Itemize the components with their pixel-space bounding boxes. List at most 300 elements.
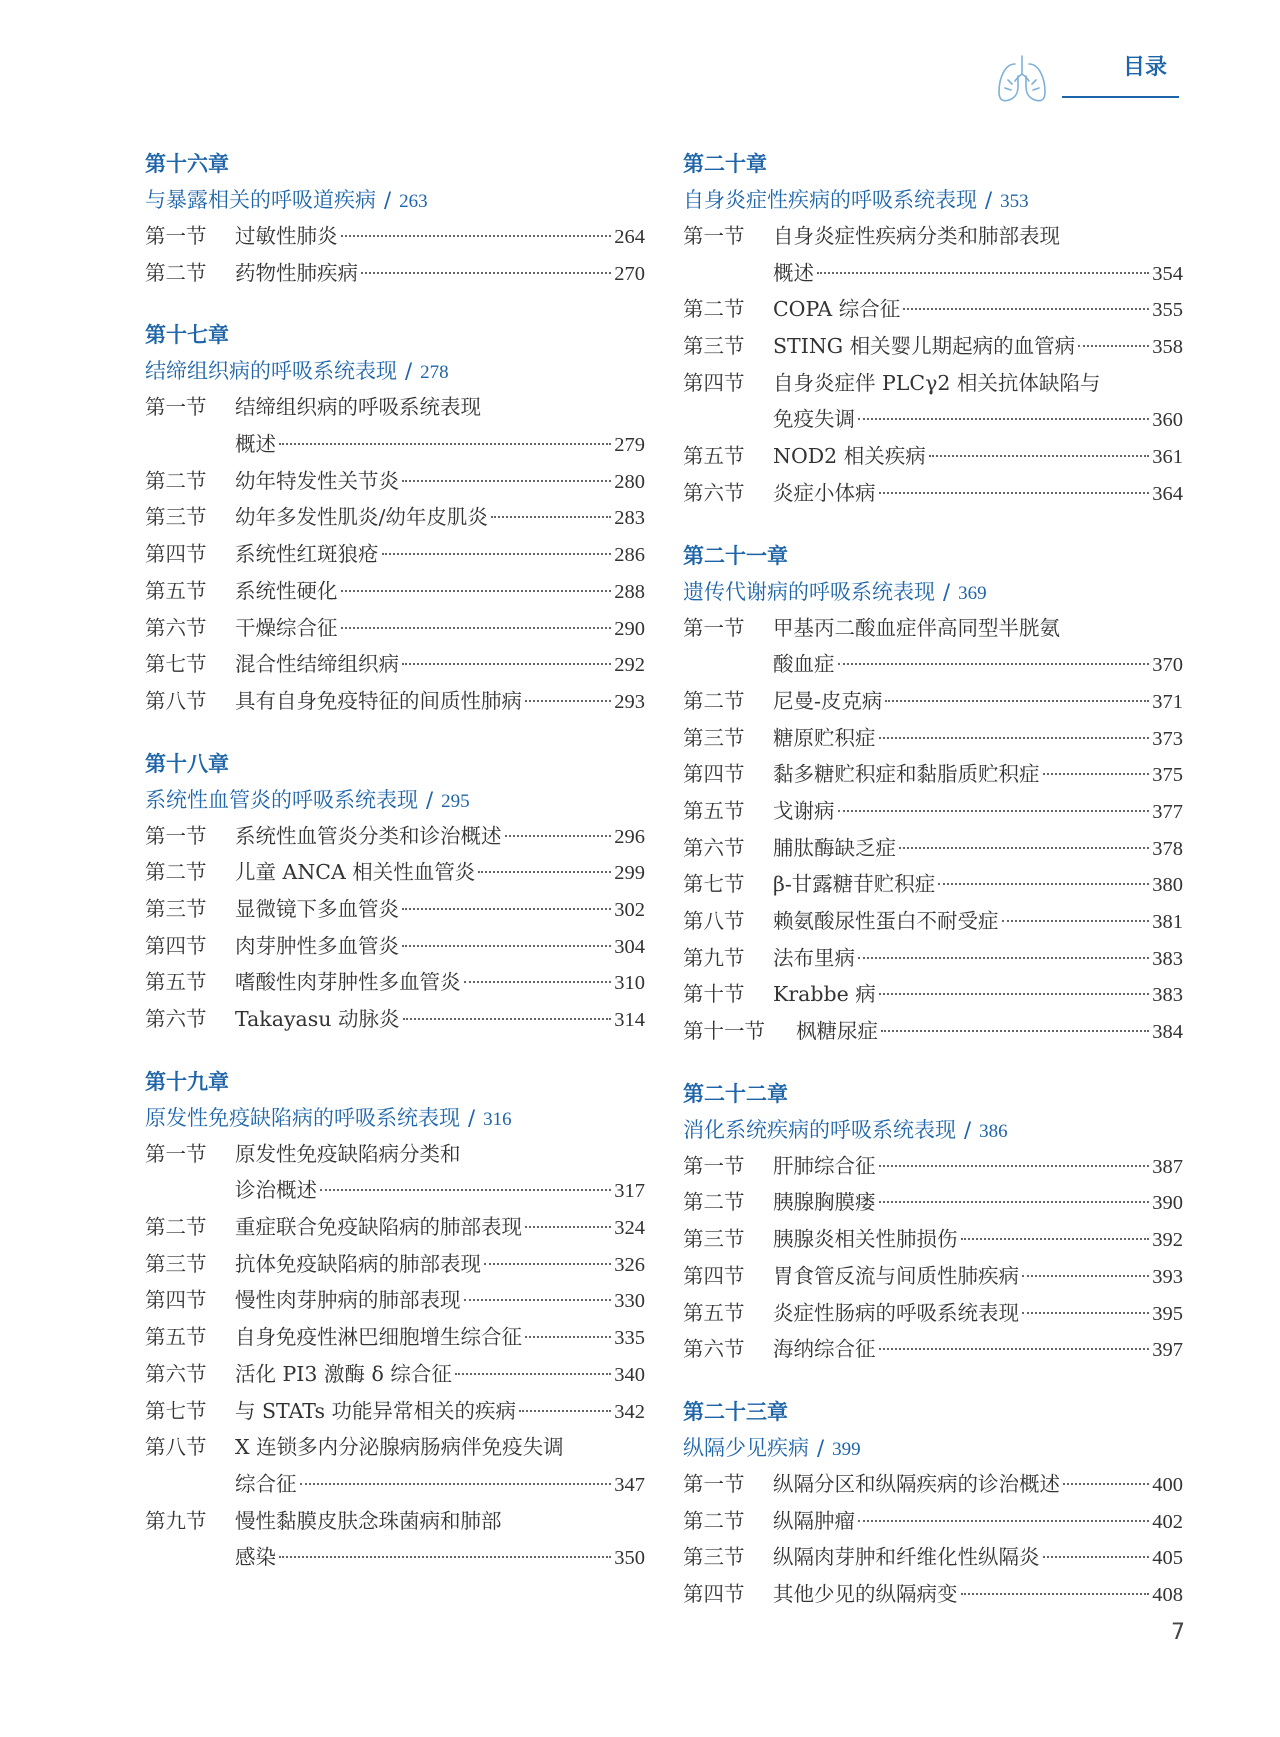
section-number: 第二节 (683, 1508, 745, 1533)
section-page: 370 (1152, 654, 1183, 677)
chapter-title-text: 消化系统疾病的呼吸系统表现 (683, 1117, 956, 1142)
toc-entry[interactable] (145, 389, 645, 426)
toc-column-right (683, 146, 1183, 1639)
section-title: 过敏性肺炎 (235, 224, 338, 248)
dot-leader (402, 908, 611, 910)
section-page: 381 (1152, 911, 1183, 933)
section-title: 儿童 ANCA 相关性血管炎 (235, 860, 476, 885)
section-number: 第一节 (145, 1141, 207, 1166)
section-title: 幼年多发性肌炎/幼年皮肌炎 (235, 505, 488, 530)
section-title: 糖原贮积症 (773, 725, 876, 750)
toc-entry-continuation[interactable] (145, 1466, 645, 1503)
toc-entry-continuation[interactable] (683, 646, 1183, 683)
section-page: 384 (1152, 1021, 1183, 1044)
section-number: 第二节 (145, 1215, 207, 1240)
section-title: 慢性黏膜皮肤念珠菌病和肺部 (235, 1508, 502, 1533)
toc-entry[interactable] (683, 218, 1183, 255)
dot-leader (478, 871, 611, 873)
section-page: 290 (614, 617, 645, 640)
section-number: 第十一节 (683, 1019, 765, 1044)
section-title: 肉芽肿性多血管炎 (235, 933, 399, 958)
chapter-title-text: 原发性免疫缺陷病的呼吸系统表现 (145, 1105, 460, 1130)
dot-leader (455, 1373, 611, 1375)
section-title-continued: 概述 (235, 432, 276, 457)
toc-entry[interactable] (145, 854, 645, 891)
chapter-title-link[interactable] (145, 182, 645, 218)
toc-entry[interactable] (145, 891, 645, 928)
toc-entry[interactable] (683, 1539, 1183, 1576)
section-page: 364 (1152, 482, 1183, 505)
section-page: 405 (1152, 1547, 1183, 1570)
toc-entry[interactable] (145, 1429, 645, 1466)
section-page: 358 (1152, 336, 1183, 359)
dot-leader (525, 700, 611, 702)
toc-entry[interactable] (683, 793, 1183, 830)
dot-leader (484, 1263, 611, 1265)
section-page: 392 (1152, 1229, 1183, 1252)
section-title: 纵隔分区和纵隔疾病的诊治概述 (773, 1471, 1060, 1496)
dot-leader (1078, 345, 1149, 347)
dot-leader (300, 1483, 612, 1485)
toc-entry[interactable] (683, 1148, 1183, 1185)
section-number: 第六节 (145, 1361, 207, 1386)
section-page: 296 (614, 825, 645, 848)
section-title: β-甘露糖苷贮积症 (773, 872, 936, 897)
toc-entry[interactable] (683, 328, 1183, 365)
toc-entry[interactable] (683, 1295, 1183, 1332)
dot-leader (491, 516, 611, 518)
section-title: 赖氨酸尿性蛋白不耐受症 (773, 909, 999, 933)
section-number: 第一节 (145, 823, 207, 848)
chapter-block (683, 146, 1183, 512)
section-number: 第三节 (683, 725, 745, 750)
header-rule (1062, 96, 1179, 98)
toc-entry-continuation[interactable] (145, 1172, 645, 1209)
section-title: 胰腺炎相关性肺损伤 (773, 1227, 958, 1252)
section-page: 270 (614, 262, 645, 285)
section-title: Takayasu 动脉炎 (235, 1007, 400, 1031)
chapter-number: 第二十二章 (683, 1081, 788, 1106)
toc-entry[interactable] (683, 1503, 1183, 1540)
section-number: 第四节 (683, 1581, 745, 1606)
chapter-page: 263 (399, 191, 428, 212)
dot-leader (858, 957, 1149, 959)
chapter-title-link[interactable] (683, 182, 1183, 218)
section-page: 314 (614, 1009, 645, 1031)
section-title: 戈谢病 (773, 798, 835, 823)
chapter-block (683, 1076, 1183, 1368)
section-page: 350 (614, 1547, 645, 1570)
toc-entry[interactable] (145, 683, 645, 720)
section-number: 第一节 (145, 395, 207, 420)
chapter-block (145, 317, 645, 719)
section-number: 第二节 (145, 860, 207, 885)
dot-leader (961, 1238, 1150, 1240)
toc-entry[interactable] (683, 903, 1183, 940)
section-page: 387 (1152, 1155, 1183, 1178)
section-page: 264 (614, 226, 645, 248)
toc-entry-continuation[interactable] (145, 426, 645, 463)
dot-leader (1022, 1275, 1149, 1277)
chapter-page: 386 (979, 1120, 1008, 1142)
section-page: 371 (1152, 690, 1183, 713)
section-number: 第一节 (683, 224, 745, 248)
section-title: 混合性结缔组织病 (235, 652, 399, 677)
toc-entry[interactable] (683, 720, 1183, 757)
section-page: 361 (1152, 446, 1183, 469)
toc-entry[interactable] (683, 1184, 1183, 1221)
toc-entry[interactable] (145, 255, 645, 292)
section-page: 280 (614, 470, 645, 493)
toc-entry[interactable] (145, 818, 645, 855)
section-page: 373 (1152, 727, 1183, 750)
section-title: 自身炎症性疾病分类和肺部表现 (773, 224, 1060, 248)
toc-entry[interactable] (683, 940, 1183, 977)
toc-entry[interactable] (683, 1221, 1183, 1258)
toc-entry[interactable] (145, 1001, 645, 1038)
section-title: 尼曼-皮克病 (773, 688, 883, 713)
section-title: 显微镜下多血管炎 (235, 896, 399, 921)
section-number: 第四节 (145, 1288, 207, 1313)
section-number: 第一节 (683, 1471, 745, 1496)
toc-entry[interactable] (145, 1136, 645, 1173)
section-page: 335 (614, 1327, 645, 1350)
toc-entry[interactable] (145, 964, 645, 1001)
section-number: 第六节 (683, 835, 745, 860)
chapter-block (683, 538, 1183, 1050)
section-number: 第一节 (145, 224, 207, 248)
section-title: 药物性肺疾病 (235, 260, 358, 285)
dot-leader (938, 883, 1149, 885)
section-title: STING 相关婴儿期起病的血管病 (773, 334, 1076, 359)
section-number: 第九节 (145, 1508, 207, 1533)
section-title: 肝肺综合征 (773, 1153, 876, 1178)
toc-column-left (145, 146, 645, 1602)
dot-leader (858, 418, 1149, 420)
toc-entry[interactable] (145, 1393, 645, 1430)
dot-leader (929, 455, 1150, 457)
toc-entry[interactable] (683, 976, 1183, 1013)
dot-leader (382, 553, 612, 555)
section-title: 炎症小体病 (773, 480, 876, 505)
dot-leader (341, 235, 612, 237)
dot-leader (879, 1165, 1150, 1167)
dot-leader (464, 1299, 612, 1301)
section-title: 海纳综合征 (773, 1337, 876, 1362)
section-page: 383 (1152, 947, 1183, 970)
chapter-page-separator: / (985, 188, 993, 212)
section-number: 第十节 (683, 982, 745, 1007)
chapter-title-text: 自身炎症性疾病的呼吸系统表现 (683, 188, 977, 212)
toc-entry-continuation[interactable] (683, 401, 1183, 438)
toc-entry[interactable] (145, 1282, 645, 1319)
section-page: 375 (1152, 764, 1183, 787)
chapter-title-text: 结缔组织病的呼吸系统表现 (145, 359, 397, 384)
section-number: 第四节 (145, 933, 207, 958)
section-page: 383 (1152, 984, 1183, 1007)
chapter-block (683, 1394, 1183, 1613)
toc-entry[interactable] (683, 438, 1183, 475)
section-number: 第五节 (683, 444, 745, 469)
toc-entry[interactable] (145, 218, 645, 255)
section-title: 黏多糖贮积症和黏脂质贮积症 (773, 762, 1040, 787)
toc-entry[interactable] (683, 610, 1183, 647)
chapter-number: 第十六章 (145, 152, 229, 176)
section-title: Krabbe 病 (773, 982, 876, 1007)
section-page: 380 (1152, 874, 1183, 897)
section-page: 378 (1152, 837, 1183, 860)
section-number: 第三节 (145, 505, 207, 530)
dot-leader (879, 737, 1150, 739)
section-page: 330 (614, 1290, 645, 1313)
section-page: 395 (1152, 1302, 1183, 1325)
section-number: 第四节 (683, 370, 745, 395)
toc-entry[interactable] (145, 1319, 645, 1356)
section-number: 第二节 (145, 468, 207, 493)
section-title: 其他少见的纵隔病变 (773, 1581, 958, 1606)
section-number: 第五节 (145, 970, 207, 995)
dot-leader (858, 1520, 1149, 1522)
dot-leader (403, 1018, 612, 1020)
chapter-title-link[interactable] (145, 353, 645, 389)
toc-entry[interactable] (683, 291, 1183, 328)
section-page: 340 (614, 1363, 645, 1386)
section-title: 炎症性肠病的呼吸系统表现 (773, 1300, 1019, 1325)
section-number: 第八节 (145, 688, 207, 713)
lungs-icon (993, 50, 1051, 108)
section-page: 402 (1152, 1510, 1183, 1533)
chapter-title-link[interactable] (145, 1100, 645, 1136)
dot-leader (879, 1348, 1150, 1350)
dot-leader (1022, 1312, 1149, 1314)
section-page: 310 (614, 972, 645, 995)
dot-leader (402, 480, 611, 482)
section-page: 390 (1152, 1192, 1183, 1215)
toc-entry[interactable] (683, 1331, 1183, 1368)
section-title: 重症联合免疫缺陷病的肺部表现 (235, 1215, 522, 1240)
section-page: 377 (1152, 800, 1183, 823)
toc-entry[interactable] (145, 499, 645, 536)
chapter-number: 第二十章 (683, 152, 767, 176)
dot-leader (881, 1030, 1149, 1032)
section-page: 299 (614, 862, 645, 885)
section-page: 324 (614, 1217, 645, 1240)
section-number: 第五节 (683, 1300, 745, 1325)
section-title: 自身炎症伴 PLCγ2 相关抗体缺陷与 (773, 370, 1101, 395)
toc-entry[interactable] (683, 365, 1183, 402)
section-title-continued: 综合征 (235, 1471, 297, 1496)
section-page: 342 (614, 1400, 645, 1423)
chapter-page-separator: / (468, 1105, 476, 1130)
toc-entry[interactable] (145, 1246, 645, 1283)
toc-entry[interactable] (145, 536, 645, 573)
section-page: 326 (614, 1253, 645, 1276)
chapter-title-text: 纵隔少见疾病 (683, 1435, 809, 1460)
dot-leader (899, 847, 1149, 849)
toc-entry[interactable] (145, 610, 645, 647)
section-number: 第二节 (683, 688, 745, 713)
chapter-title-link[interactable] (683, 1112, 1183, 1148)
toc-entry-continuation[interactable] (683, 255, 1183, 292)
chapter-page-separator: / (384, 188, 392, 212)
section-title-continued: 酸血症 (773, 652, 835, 677)
dot-leader (1043, 773, 1150, 775)
section-number: 第三节 (145, 896, 207, 921)
section-title: 嗜酸性肉芽肿性多血管炎 (235, 970, 461, 995)
chapter-page: 353 (1000, 191, 1029, 212)
dot-leader (838, 810, 1150, 812)
header-title: 目录 (1122, 55, 1167, 80)
section-number: 第七节 (145, 652, 207, 677)
section-title: 与 STATs 功能异常相关的疾病 (235, 1398, 517, 1423)
section-title: 活化 PI3 激酶 δ 综合征 (235, 1361, 452, 1386)
page-number: 7 (1171, 1620, 1185, 1645)
section-title-continued: 概述 (773, 260, 814, 285)
section-page: 355 (1152, 299, 1183, 322)
section-title: 原发性免疫缺陷病分类和 (235, 1141, 461, 1166)
section-title: 胃食管反流与间质性肺疾病 (773, 1263, 1019, 1288)
section-page: 360 (1152, 409, 1183, 432)
section-page: 397 (1152, 1339, 1183, 1362)
section-number: 第三节 (683, 1227, 745, 1252)
section-title: 抗体免疫缺陷病的肺部表现 (235, 1251, 481, 1276)
chapter-title-link[interactable] (145, 782, 645, 818)
chapter-page-separator: / (426, 787, 434, 812)
chapter-title-text: 系统性血管炎的呼吸系统表现 (145, 787, 418, 812)
section-number: 第二节 (683, 1190, 745, 1215)
chapter-page: 369 (958, 582, 987, 604)
dot-leader (885, 700, 1149, 702)
toc-entry[interactable] (683, 1466, 1183, 1503)
section-title: 纵隔肉芽肿和纤维化性纵隔炎 (773, 1545, 1040, 1570)
toc-entry-continuation[interactable] (145, 1539, 645, 1576)
toc-entry[interactable] (683, 830, 1183, 867)
dot-leader (879, 993, 1150, 995)
dot-leader (279, 443, 611, 445)
section-number: 第四节 (683, 1263, 745, 1288)
section-title-continued: 诊治概述 (235, 1178, 317, 1203)
chapter-number: 第十九章 (145, 1069, 229, 1094)
section-number: 第一节 (683, 615, 745, 640)
toc-entry[interactable] (683, 475, 1183, 512)
section-page: 283 (614, 507, 645, 530)
section-page: 304 (614, 935, 645, 958)
section-page: 293 (614, 690, 645, 713)
section-title: 脯肽酶缺乏症 (773, 835, 896, 860)
chapter-page: 399 (832, 1438, 861, 1460)
toc-entry[interactable] (145, 463, 645, 500)
section-page: 288 (614, 580, 645, 603)
section-title: 系统性血管炎分类和诊治概述 (235, 823, 502, 848)
dot-leader (279, 1556, 611, 1558)
toc-entry[interactable] (683, 1576, 1183, 1613)
section-number: 第六节 (683, 1337, 745, 1362)
toc-entry[interactable] (145, 646, 645, 683)
section-number: 第六节 (145, 1007, 207, 1031)
dot-leader (519, 1410, 611, 1412)
toc-entry[interactable] (683, 756, 1183, 793)
chapter-page-separator: / (943, 579, 951, 604)
section-number: 第五节 (145, 578, 207, 603)
dot-leader (361, 272, 611, 274)
section-page: 286 (614, 544, 645, 567)
dot-leader (1063, 1483, 1149, 1485)
dot-leader (341, 627, 612, 629)
chapter-title-text: 遗传代谢病的呼吸系统表现 (683, 579, 935, 604)
section-title: 系统性红斑狼疮 (235, 542, 379, 567)
dot-leader (961, 1593, 1150, 1595)
chapter-number: 第二十三章 (683, 1399, 788, 1424)
dot-leader (402, 945, 611, 947)
chapter-number: 第十七章 (145, 323, 229, 348)
section-number: 第六节 (145, 615, 207, 640)
toc-entry[interactable] (145, 1503, 645, 1540)
dot-leader (464, 981, 612, 983)
toc-entry[interactable] (683, 1258, 1183, 1295)
section-number: 第八节 (145, 1435, 207, 1460)
toc-entry[interactable] (683, 683, 1183, 720)
section-page: 400 (1152, 1473, 1183, 1496)
dot-leader (320, 1189, 611, 1191)
chapter-page-separator: / (964, 1117, 972, 1142)
chapter-title-link[interactable] (683, 574, 1183, 610)
section-number: 第三节 (683, 1545, 745, 1570)
chapter-block (145, 746, 645, 1038)
dot-leader (879, 492, 1150, 494)
section-number: 第五节 (683, 798, 745, 823)
chapter-page: 278 (420, 362, 449, 384)
section-title: 干燥综合征 (235, 615, 338, 640)
section-title: COPA 综合征 (773, 297, 901, 322)
section-number: 第七节 (145, 1398, 207, 1423)
dot-leader (341, 590, 612, 592)
section-title: 具有自身免疫特征的间质性肺病 (235, 688, 522, 713)
dot-leader (1043, 1556, 1150, 1558)
section-title: 胰腺胸膜瘘 (773, 1190, 876, 1215)
chapter-number: 第十八章 (145, 751, 229, 776)
section-page: 408 (1152, 1583, 1183, 1606)
section-title: 慢性肉芽肿病的肺部表现 (235, 1288, 461, 1313)
chapter-block (145, 146, 645, 291)
section-page: 347 (614, 1473, 645, 1496)
section-title-continued: 免疫失调 (773, 407, 855, 432)
section-title-continued: 感染 (235, 1545, 276, 1570)
toc-entry[interactable] (145, 1356, 645, 1393)
dot-leader (505, 835, 612, 837)
dot-leader (525, 1226, 611, 1228)
section-page: 354 (1152, 262, 1183, 285)
chapter-number: 第二十一章 (683, 543, 788, 568)
toc-entry[interactable] (145, 928, 645, 965)
dot-leader (402, 663, 611, 665)
dot-leader (838, 663, 1150, 665)
section-number: 第三节 (145, 1251, 207, 1276)
toc-entry[interactable] (145, 573, 645, 610)
section-title: 幼年特发性关节炎 (235, 468, 399, 493)
chapter-page-separator: / (817, 1435, 825, 1460)
toc-entry[interactable] (683, 1013, 1183, 1050)
section-number: 第五节 (145, 1325, 207, 1350)
toc-entry[interactable] (683, 866, 1183, 903)
chapter-title-link[interactable] (683, 1430, 1183, 1466)
section-page: 317 (614, 1180, 645, 1203)
section-title: 结缔组织病的呼吸系统表现 (235, 395, 481, 420)
toc-entry[interactable] (145, 1209, 645, 1246)
dot-leader (525, 1336, 611, 1338)
section-page: 279 (614, 434, 645, 457)
chapter-block (145, 1064, 645, 1576)
dot-leader (879, 1201, 1150, 1203)
